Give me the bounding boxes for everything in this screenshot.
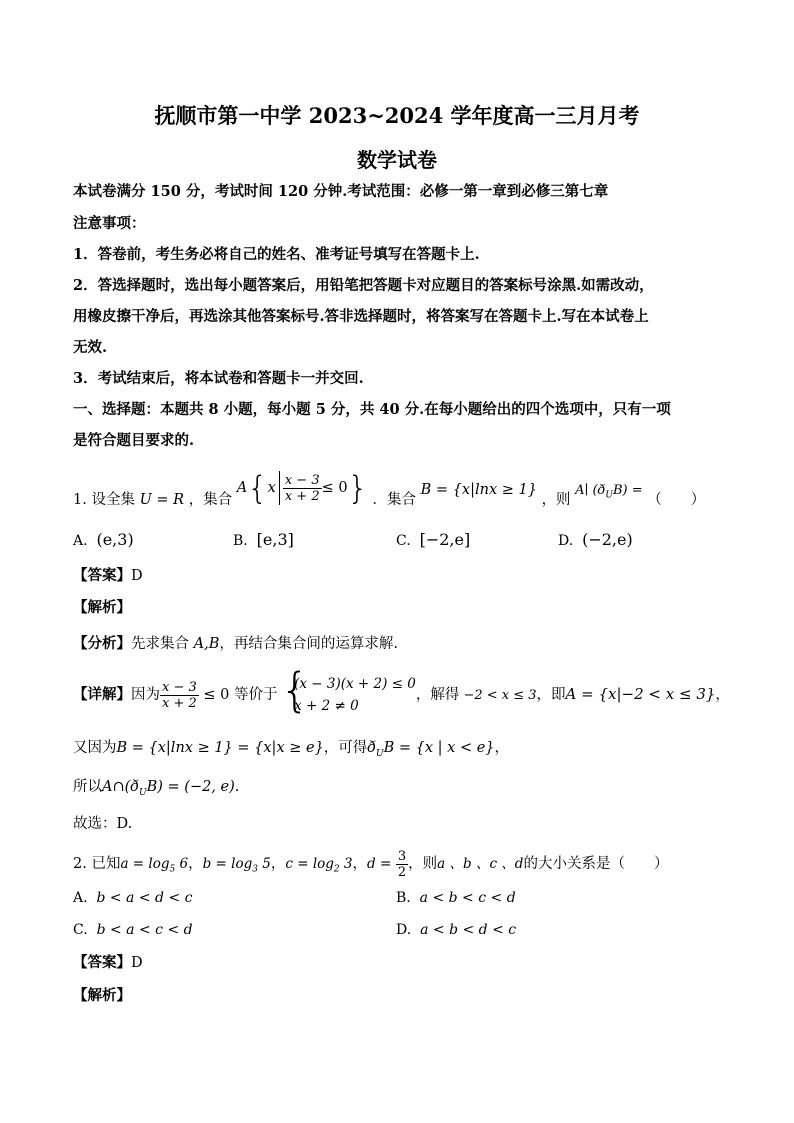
q2-option-c [73, 922, 193, 938]
detail-range: −2 < x ≤ 3 [459, 688, 537, 703]
q2-prefix: 2. 已知 [73, 856, 121, 872]
q1-option-d [558, 530, 633, 549]
notice-title: 注意事项： [73, 215, 146, 232]
q1-answer [73, 566, 143, 586]
notice-item-1: 1．答卷前，考生务必将自己的姓名、准考证号填写在答题卡上. [73, 246, 480, 263]
line2-set-b: B = {x|lnx ≥ 1} = {x|x ≥ e} [116, 740, 324, 756]
q2-c-base: 2 [333, 864, 340, 875]
q1-expr-sub: U [605, 490, 613, 501]
detail-tag: 【详解】 [73, 686, 131, 703]
q1-mid1: ，集合 [188, 492, 233, 508]
question-2 [73, 846, 668, 882]
left-brace-icon: { [247, 469, 268, 507]
q1-option-a [73, 530, 134, 549]
intro-line: 本试卷满分 150 分，考试时间 120 分钟.考试范围：必修一第一章到必修三第七章 [73, 183, 609, 200]
q1-prefix: 1. 设全集 [73, 492, 135, 508]
q2-d: d = [367, 856, 392, 872]
right-brace-icon: } [347, 469, 368, 507]
q2-b-arg: 5 [257, 856, 271, 872]
line2-end: ， [494, 740, 510, 756]
q1-option-b [233, 530, 294, 549]
option-value: [−2,e] [419, 530, 471, 549]
line3-sub: U [139, 787, 147, 798]
q2-c [285, 856, 353, 875]
q2-b [202, 856, 271, 875]
answer-tag: 【答案】 [73, 954, 131, 971]
q2-c-log: c = log [285, 856, 334, 872]
fenxi-text: 先求集合 [131, 636, 194, 652]
q1-set-a-fraction [283, 473, 322, 504]
set-bar-icon [279, 471, 280, 505]
q2-b-log: b = log [202, 856, 253, 872]
q2-option-b [396, 890, 516, 906]
fenxi-tag: 【分析】 [73, 635, 131, 652]
q1-detail [73, 663, 730, 717]
detail-because: 因为 [131, 687, 160, 703]
q1-analysis-tag: 【解析】 [73, 599, 131, 616]
fraction-denominator: 2 [397, 864, 407, 880]
q2-option-d [396, 922, 516, 938]
fenxi-text-end: ，再结合集合间的运算求解. [219, 636, 398, 652]
complement-sub: U [376, 748, 384, 759]
q2-c-arg: 3 [339, 856, 353, 872]
answer-value: D [131, 568, 143, 584]
q1-expr-start: A∣ (ð [575, 483, 606, 498]
option-label: A. [73, 890, 88, 906]
line3-result: B) = (−2, e) [146, 779, 235, 795]
q1-expr-end: B) = [612, 483, 643, 498]
q1-universe: U = R [139, 492, 185, 508]
page-title: 抚顺市第一中学 2023~2024 学年度高一三月月考 [154, 103, 640, 128]
option-label: A. [73, 533, 88, 549]
q1-mid3: ，则 [541, 492, 571, 508]
system-line-1: (x − 3)(x + 2) ≤ 0 [294, 676, 416, 692]
inequality-system [280, 663, 416, 717]
system-line-2: x + 2 ≠ 0 [294, 698, 359, 714]
q2-a-log: a = log [120, 856, 170, 872]
fraction-numerator: x − 3 [284, 472, 320, 488]
detail-le: ≤ 0 等价于 [198, 687, 278, 703]
q2-sep: ， [270, 856, 286, 872]
option-label: C. [73, 922, 88, 938]
line3-expr: A∩(ð [102, 779, 140, 795]
option-label: C. [396, 533, 411, 549]
notice-item-2b: 用橡皮擦干净后，再选涂其他答案标号.答非选择题时，将答案写在答题卡上.写在本试卷上 [73, 308, 649, 325]
option-value: (e,3) [96, 530, 134, 549]
q1-set-a-cond: ≤ 0 [321, 480, 348, 496]
detail-fraction [160, 680, 199, 711]
q1-set-a [237, 466, 368, 510]
line2-start: 又因为 [73, 740, 117, 756]
q2-a-base: 5 [169, 864, 176, 875]
option-value: [e,3] [256, 530, 294, 549]
option-value: (−2,e) [582, 530, 633, 549]
complement-symbol: ð [367, 740, 377, 756]
q1-paren: （ ） [647, 492, 706, 508]
answer-tag: 【答案】 [73, 567, 131, 584]
detail-end: ， [715, 687, 730, 703]
q2-option-a [73, 890, 192, 906]
q2-a [120, 856, 189, 875]
notice-item-2a: 2．答选择题时，选出每小题答案后，用铅笔把答题卡对应题目的答案标号涂黑.如需改动， [73, 277, 654, 294]
q1-expression [575, 483, 643, 501]
line2-mid: ，可得 [323, 740, 368, 756]
q1-mid2: ．集合 [372, 492, 417, 508]
q2-mid: ，则 [408, 856, 438, 872]
q2-analysis-tag: 【解析】 [73, 987, 131, 1004]
system-brace-icon: { [280, 663, 310, 717]
q2-b-base: 3 [252, 864, 258, 875]
detail-ji: ，即 [536, 687, 566, 703]
detail-solve: ，解得 [415, 687, 460, 703]
q1-set-b: B = {x|lnx ≥ 1} [420, 482, 537, 498]
option-value: a < b < d < c [420, 922, 517, 938]
option-label: D. [558, 533, 574, 549]
q2-sep: ， [188, 856, 203, 872]
option-value: b < a < c < d [96, 922, 193, 938]
q2-tail: 的大小关系是（ ） [523, 856, 669, 872]
q2-sep: ， [352, 856, 368, 872]
answer-value: D [131, 955, 143, 971]
fraction-denominator: x + 2 [284, 488, 320, 504]
q1-set-a-name: A [236, 480, 248, 496]
fenxi-sets: A,B [193, 636, 220, 652]
q1-detail-line3 [73, 777, 239, 803]
q1-fenxi [73, 634, 398, 654]
option-label: B. [396, 890, 411, 906]
fraction-denominator: x + 2 [162, 695, 197, 711]
page-subtitle: 数学试卷 [357, 148, 437, 172]
q1-detail-line2 [73, 738, 509, 764]
q2-answer [73, 953, 143, 973]
q2-d-fraction [396, 849, 408, 880]
notice-item-2c: 无效. [73, 339, 108, 356]
line2-complement: B = {x | x < e} [383, 740, 495, 756]
section-heading-line2: 是符合题目要求的. [73, 432, 195, 449]
detail-set-a: A = {x|−2 < x ≤ 3} [565, 685, 716, 703]
section-heading-line1: 一、选择题：本题共 8 小题，每小题 5 分，共 40 分.在每小题给出的四个选项中，只有一项 [73, 401, 671, 418]
q1-set-a-var: x [267, 480, 276, 496]
option-label: D. [396, 922, 412, 938]
q2-vars: a 、b 、c 、d [437, 856, 524, 872]
q1-option-c [396, 530, 470, 549]
question-1 [73, 469, 706, 522]
q1-conclusion: 故选：D. [73, 816, 133, 832]
option-label: B. [233, 533, 248, 549]
line3-end: . [234, 779, 240, 795]
q2-a-arg: 6 [175, 856, 189, 872]
fraction-numerator: 3 [397, 848, 407, 864]
fraction-numerator: x − 3 [162, 679, 197, 695]
line3-start: 所以 [73, 779, 102, 795]
option-value: a < b < c < d [419, 890, 516, 906]
notice-item-3: 3．考试结束后，将本试卷和答题卡一并交回. [73, 370, 364, 387]
option-value: b < a < d < c [96, 890, 193, 906]
